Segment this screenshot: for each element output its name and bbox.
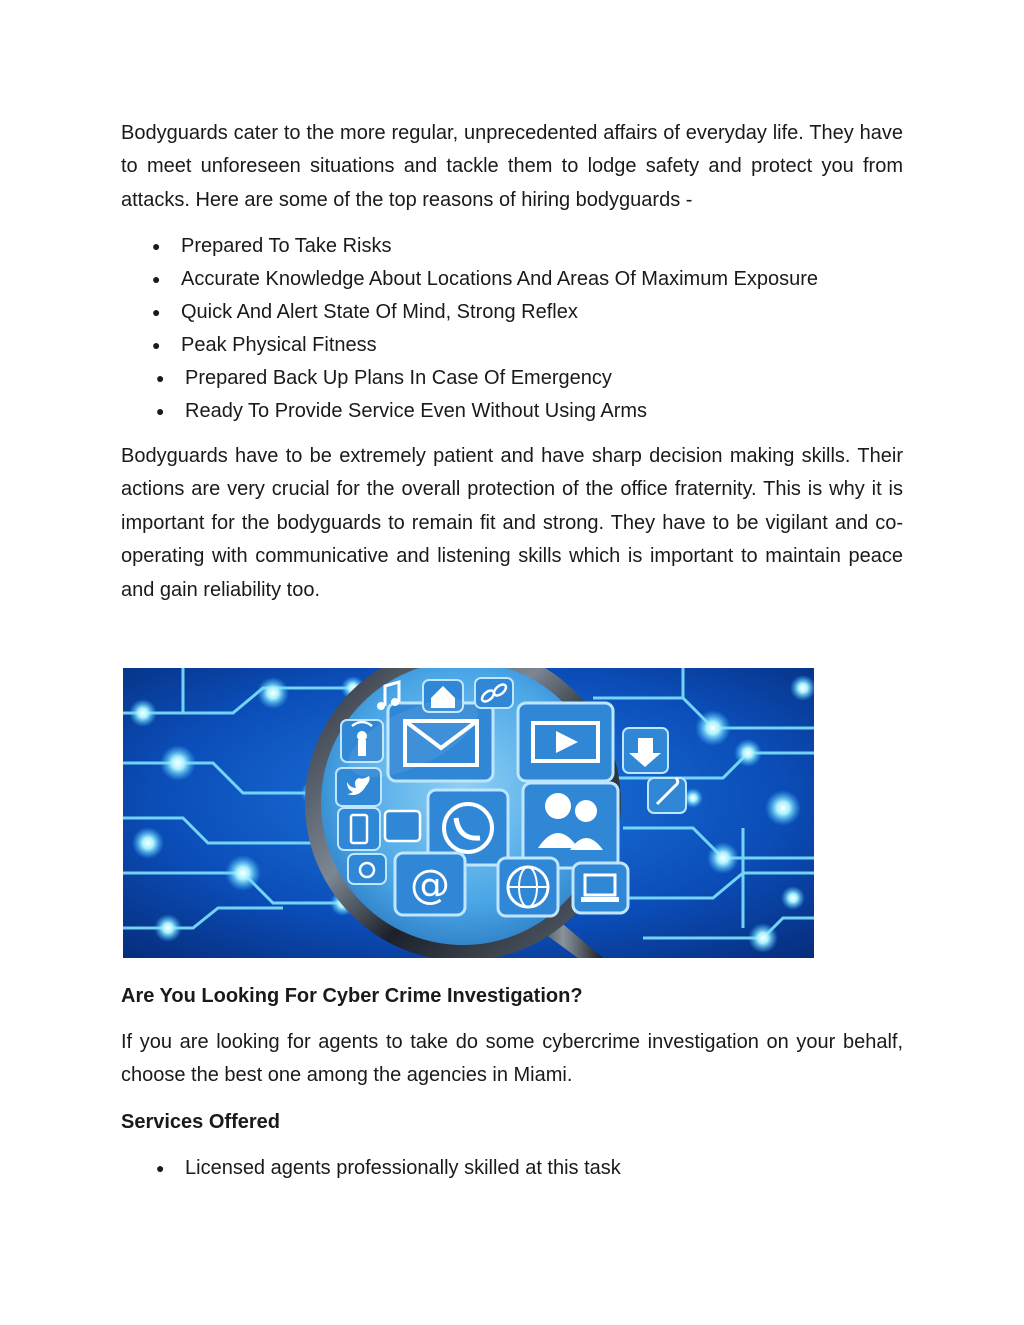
download-icon [623,728,668,773]
list-item-text: Licensed agents professionally skilled at this task [185,1157,621,1179]
list-item-text: Quick And Alert State Of Mind, Strong Reflex [181,301,578,323]
bullet-icon: ● [152,304,161,320]
list-item-text: Prepared To Take Risks [181,235,392,257]
list-item [152,230,818,263]
paperclip-icon [648,778,686,813]
intro-paragraph: Bodyguards cater to the more regular, unprecedented affairs of everyday life. They have to meet unforeseen situations and tackle them to lodge safety and protect you from attacks. Here are some of the top reasons of hiring bodyguards - [121,122,903,211]
cyber-investigation-image [123,668,814,958]
list-item [152,263,819,296]
bullet-icon: ● [152,271,161,287]
list-item-text: Ready To Provide Service Even Without Using Arms [185,400,648,422]
services-heading: Services Offered [121,1111,280,1133]
list-item [156,1152,621,1185]
list-item [156,362,822,395]
link-icon [475,678,513,708]
cyber-crime-paragraph: If you are looking for agents to take do some cybercrime investigation on your behalf, choose the best one among the agencies in Miami. [121,1031,903,1087]
list-item-text: Peak Physical Fitness [181,334,377,356]
bullet-icon: ● [156,403,165,419]
list-item-text: Prepared Back Up Plans In Case Of Emergency [185,367,612,389]
bullet-icon: ● [156,370,165,386]
bullet-icon: ● [152,238,161,254]
list-item [156,395,822,428]
people-icon [523,783,618,868]
at-sign-icon [395,853,465,915]
svg-text:@: @ [410,862,450,908]
second-paragraph: Bodyguards have to be extremely patient and have sharp decision making skills. Their actions are very crucial for the overall protection of the office fraternity. This is why it is important for the bodyguards to remain fit and strong. They have to be vigilant and co-operating with communicative and listening skills which is important to maintain peace and gain reliability too. [121,445,903,601]
video-icon [518,703,613,781]
list-item [152,329,818,362]
reasons-list [152,230,819,428]
bullet-icon: ● [152,337,161,353]
bullet-icon: ● [156,1160,165,1176]
laptop-icon [573,863,628,913]
cyber-crime-heading: Are You Looking For Cyber Crime Investigation? [121,985,583,1007]
list-item-text: Accurate Knowledge About Locations And Areas Of Maximum Exposure [181,268,819,290]
globe-icon [498,858,558,916]
services-list [156,1152,621,1185]
camera-icon [348,854,386,884]
list-item [152,296,818,329]
